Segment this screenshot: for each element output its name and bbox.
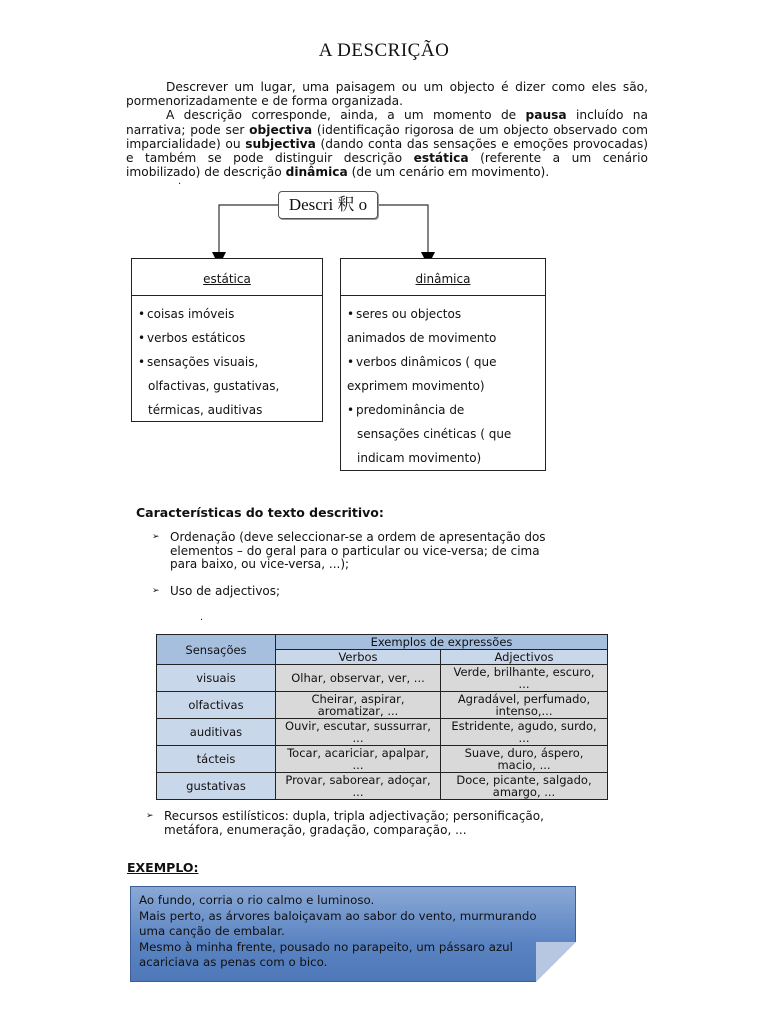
list-item: • sensações visuais, [138,355,259,369]
table-row: visuais Olhar, observar, ver, ... Verde, brilhante, escuro, ... [157,665,608,692]
list-item: • verbos dinâmicos ( que [347,355,497,369]
example-line: Mesmo à minha frente, pousado no parapeito, um pássaro azul [139,939,513,954]
header-verbos: Verbos [276,650,441,665]
example-line: uma canção de embalar. [139,924,285,938]
list-item: sensações cinéticas ( que [357,427,512,441]
diagram-connectors [0,0,768,270]
page-title: A DESCRIÇÃO [318,40,450,61]
header-adjectivos: Adjectivos [441,650,608,665]
example-note [130,886,576,982]
header-exemplos: Exemplos de expressões [276,635,608,650]
list-item: olfactivas, gustativas, [148,379,280,393]
list-item: • verbos estáticos [138,331,246,345]
intro-paragraph-1: Descrever um lugar, uma paisagem ou um objecto é dizer como eles são, pormenorizadamente e de forma organizada. [126,80,648,109]
header-sensacoes: Sensações [157,635,276,665]
dynamic-heading: dinâmica [341,259,545,296]
list-item: • predominância de [347,403,465,417]
static-box [131,258,323,422]
bullet-recursos: ➢ Recursos estilísticos: dupla, tripla adjectivação; personificação, metáfora, enumeração, gradação, comparação, ... [146,809,544,837]
sensations-table [156,634,608,800]
arrow-bullet-icon: ➢ [152,586,160,596]
stray-dot: . [178,176,182,187]
table-row: gustativas Provar, saborear, adoçar, ... Doce, picante, salgado, amargo, ... [157,773,608,800]
stray-dot: . [200,612,204,623]
intro-paragraph-2: A descrição corresponde, ainda, a um momento de pausa incluído na narrativa; pode ser objectiva (identificação rigorosa de um objecto observado com imparcialidade) ou subjectiva (dando conta das sensações e emoções provocadas) e também se pode distinguir descrição estática (referente a um cenário imobilizado) de descrição dinâmica (de um cenário em movimento). [126,108,648,180]
dynamic-box [340,258,546,471]
arrow-bullet-icon: ➢ [152,532,160,542]
list-item: • seres ou objectos [347,307,462,321]
list-item: térmicas, auditivas [148,403,263,417]
list-item: animados de movimento [347,331,497,345]
page-curl-icon [536,942,576,982]
table-row: tácteis Tocar, acariciar, apalpar, ... Suave, duro, áspero, macio, ... [157,746,608,773]
bullet-ordenacao: ➢ Ordenação (deve seleccionar-se a ordem de apresentação dos elementos – do geral para o particular ou vice-versa; de cima para baixo, ou vice-versa, ...); [152,530,546,571]
example-line: Mais perto, as árvores baloiçavam ao sabor do vento, murmurando [139,908,537,923]
list-item: indicam movimento) [357,451,482,465]
list-item: • coisas imóveis [138,307,235,321]
descricao-node: Descri 釈 o [278,191,378,219]
list-item: exprimem movimento) [347,379,485,393]
bullet-adjectivos: ➢ Uso de adjectivos; [152,584,281,598]
characteristics-title: Características do texto descritivo: [136,505,384,520]
example-line: acariciava as penas com o bico. [139,955,328,969]
example-line: Ao fundo, corria o rio calmo e luminoso. [139,893,375,907]
example-label: EXEMPLO: [127,860,199,875]
table-row: olfactivas Cheirar, aspirar, aromatizar, ... Agradável, perfumado, intenso,... [157,692,608,719]
static-heading: estática [132,259,322,296]
table-row: auditivas Ouvir, escutar, sussurrar, ... Estridente, agudo, surdo, ... [157,719,608,746]
arrow-bullet-icon: ➢ [146,811,154,821]
